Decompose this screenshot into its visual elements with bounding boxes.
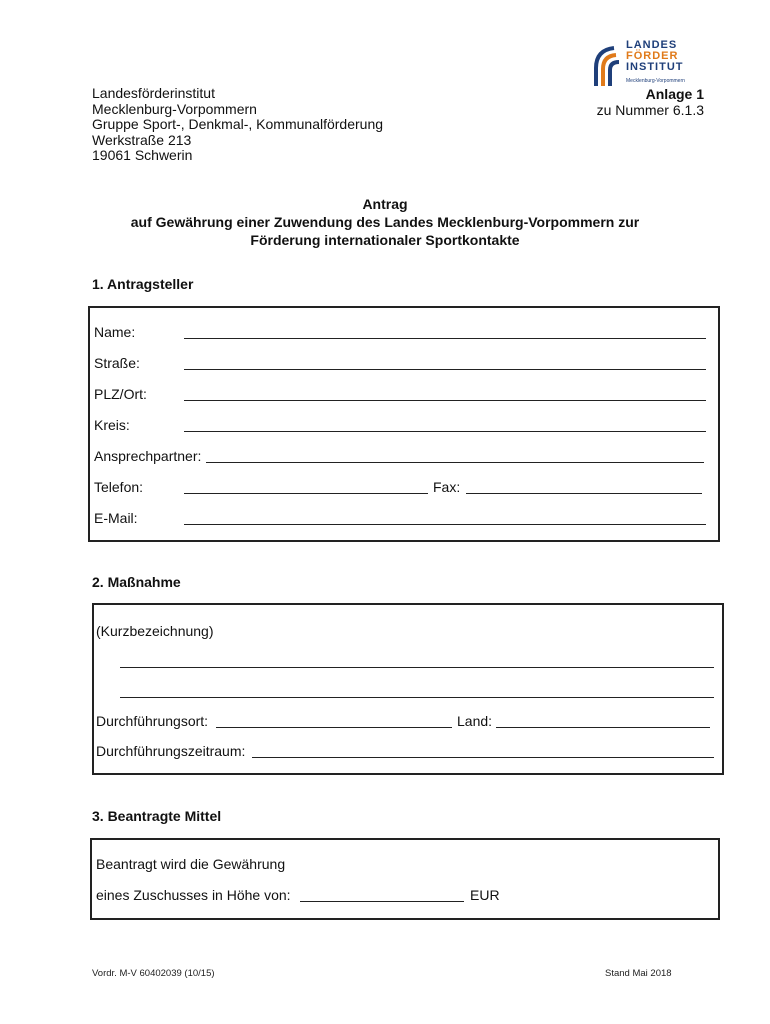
phone-label: Telefon: — [94, 479, 144, 495]
revision-date: Stand Mai 2018 — [605, 968, 672, 979]
period-label: Durchführungszeitraum: — [96, 743, 246, 759]
plz-label: PLZ/Ort: — [94, 386, 147, 402]
funding-request-text: Beantragt wird die Gewährung — [96, 856, 286, 872]
email-input[interactable] — [184, 510, 706, 525]
field-email — [90, 510, 718, 528]
form-title-line-3: Förderung internationaler Sportkontakte — [250, 232, 520, 248]
contact-person-label: Ansprechpartner: — [94, 448, 202, 464]
section-3-heading: 3. Beantragte Mittel — [92, 808, 222, 824]
form-title — [0, 195, 770, 249]
email-label: E-Mail: — [94, 510, 138, 526]
location-label: Durchführungsort: — [96, 713, 209, 729]
applicant-box — [88, 306, 720, 542]
amount-input[interactable] — [300, 887, 464, 902]
kreis-input[interactable] — [184, 417, 706, 432]
landesfoerderinstitut-logo — [592, 40, 696, 90]
short-title-line-2 — [94, 683, 722, 701]
field-period — [94, 743, 722, 761]
field-name — [90, 324, 718, 342]
logo-line3: INSTITUT — [626, 61, 684, 73]
country-input[interactable] — [496, 713, 710, 728]
annex-number: zu Nummer 6.1.3 — [596, 102, 704, 118]
country-label: Land: — [457, 713, 493, 729]
plz-input[interactable] — [184, 386, 706, 401]
name-label: Name: — [94, 324, 136, 340]
location-input[interactable] — [216, 713, 452, 728]
annex-title: Anlage 1 — [645, 86, 704, 102]
short-title-label: (Kurzbezeichnung) — [96, 623, 214, 639]
kreis-label: Kreis: — [94, 417, 130, 433]
short-title-line-1 — [94, 653, 722, 671]
logo-line1: LANDES — [626, 39, 678, 51]
field-kreis — [90, 417, 718, 435]
fax-input[interactable] — [466, 479, 702, 494]
fax-label: Fax: — [433, 479, 461, 495]
measure-box — [92, 603, 724, 775]
form-title-line-2: auf Gewährung einer Zuwendung des Landes Mecklenburg-Vorpommern zur — [130, 214, 640, 230]
logo-line2: FÖRDER — [626, 50, 679, 62]
short-title-input-1[interactable] — [120, 653, 714, 668]
recipient-address — [92, 86, 383, 164]
period-input[interactable] — [252, 743, 714, 758]
funding-box — [90, 838, 720, 920]
amount-label: eines Zuschusses in Höhe von: — [96, 887, 291, 903]
address-line-2: Mecklenburg-Vorpommern — [92, 100, 257, 117]
field-phone-fax — [90, 479, 718, 497]
phone-input[interactable] — [184, 479, 428, 494]
field-short-title — [94, 623, 722, 641]
annex-reference — [597, 86, 704, 118]
address-line-4: Werkstraße 213 — [92, 131, 192, 148]
section-1-heading: 1. Antragsteller — [92, 276, 194, 292]
street-label: Straße: — [94, 355, 140, 371]
field-location-country — [94, 713, 722, 731]
name-input[interactable] — [184, 324, 706, 339]
form-number: Vordr. M-V 60402039 (10/15) — [92, 968, 215, 979]
field-amount — [92, 887, 718, 905]
logo-arcs-icon — [592, 42, 626, 88]
logo-subtitle: Mecklenburg-Vorpommern — [626, 78, 685, 84]
street-input[interactable] — [184, 355, 706, 370]
funding-line-1 — [92, 856, 718, 874]
field-street — [90, 355, 718, 373]
field-contact-person — [90, 448, 718, 466]
short-title-input-2[interactable] — [120, 683, 714, 698]
currency-label: EUR — [470, 887, 500, 903]
address-line-1: Landesförderinstitut — [92, 85, 215, 101]
contact-person-input[interactable] — [206, 448, 704, 463]
address-line-3: Gruppe Sport-, Denkmal-, Kommunalförderung — [92, 116, 384, 132]
address-line-5: 19061 Schwerin — [92, 147, 193, 163]
form-title-line-1: Antrag — [362, 196, 408, 212]
section-2-heading: 2. Maßnahme — [92, 574, 181, 590]
field-plz — [90, 386, 718, 404]
